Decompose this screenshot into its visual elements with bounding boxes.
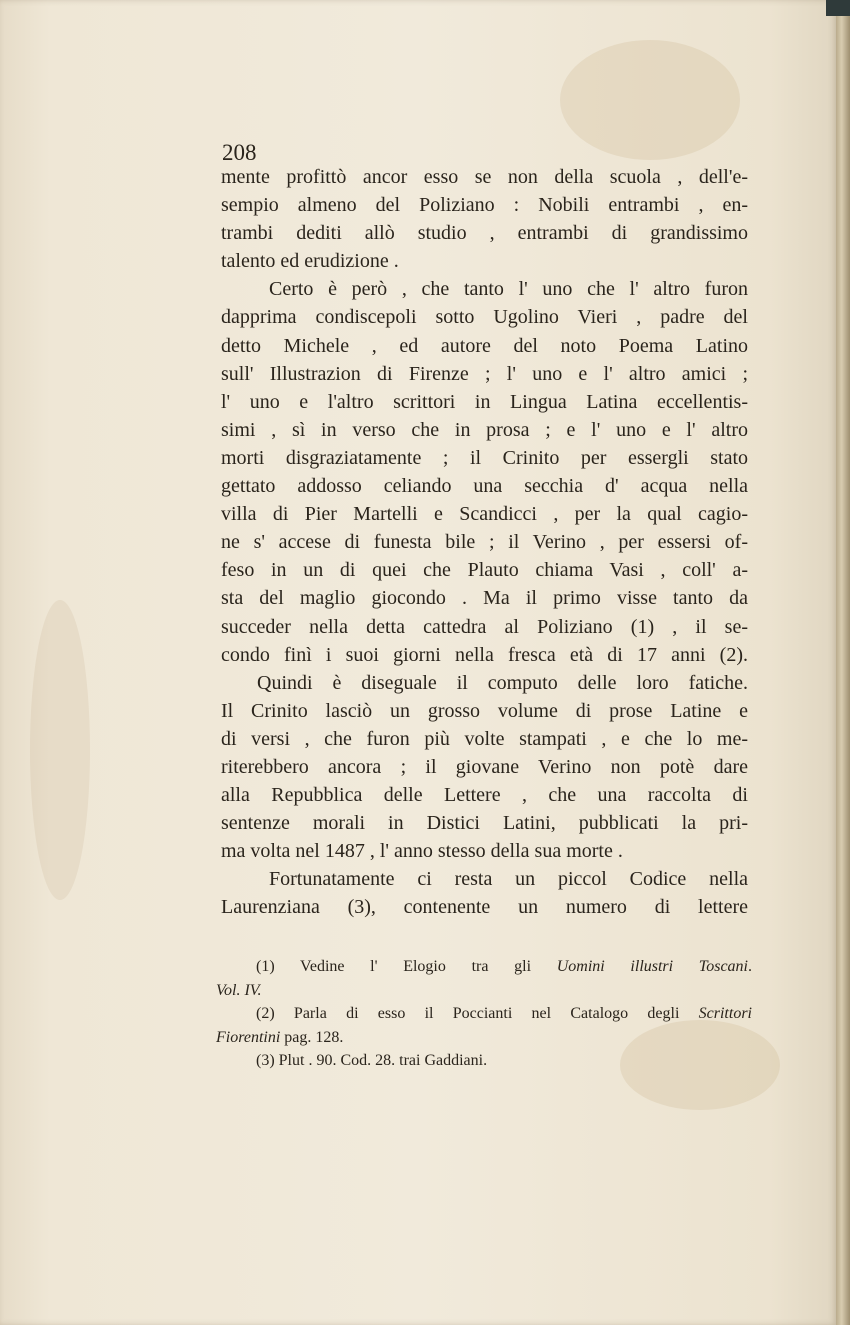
footnote-text: (1) Vedine l' Elogio tra gli — [256, 958, 532, 975]
text-line: simi , sì in verso che in prosa ; e l' uno e l' altro — [221, 418, 748, 441]
page-edge — [836, 0, 850, 1325]
text-line: Certo è però , che tanto l' uno che l' altro furon — [269, 278, 748, 301]
text-line: riterebbero ancora ; il giovane Verino non potè dare — [221, 755, 748, 778]
text-line: sull' Illustrazion di Firenze ; l' uno e l' altro amici ; — [221, 362, 748, 385]
text-line: feso in un di quei che Plauto chiama Vasi , coll' a- — [221, 559, 748, 582]
footnote-1-cont — [216, 979, 752, 1003]
text-line: di versi , che furon più volte stampati , e che lo me- — [221, 727, 748, 750]
text-line: Quindi è diseguale il computo delle loro fatiche. — [257, 671, 748, 694]
text-line: condo finì i suoi giorni nella fresca età di 17 anni (2). — [221, 643, 748, 666]
paper-stain — [30, 600, 90, 900]
text-line: ma volta nel 1487 , l' anno stesso della sua morte . — [221, 840, 623, 863]
footnote-italic: Uomini illustri Toscani — [556, 958, 749, 975]
footnote-italic: Vol. IV. — [216, 981, 262, 999]
footnote-2 — [216, 1002, 752, 1026]
text-line: detto Michele , ed autore del noto Poema Latino — [221, 334, 748, 357]
text-line: sentenze morali in Distici Latini, pubblicati la pri- — [221, 812, 748, 835]
text-line: dapprima condiscepoli sotto Ugolino Vieri , padre del — [221, 306, 748, 329]
cover-corner — [826, 0, 850, 16]
footnote-3: (3) Plut . 90. Cod. 28. trai Gaddiani. — [256, 1052, 488, 1069]
text-line: ne s' accese di funesta bile ; il Verino , per essersi of- — [221, 531, 748, 554]
footnote-2-cont — [216, 1026, 752, 1050]
text-line: Laurenziana (3), contenente un numero di lettere — [221, 896, 748, 919]
footnote-text: (2) Parla di esso il Poccianti nel Catalogo degli — [256, 1005, 680, 1022]
text-line: trambi dediti allò studio , entrambi di grandissimo — [221, 222, 748, 245]
text-line: talento ed erudizione . — [221, 250, 399, 273]
footnote-text: pag. 128. — [284, 1028, 344, 1046]
page-number: 208 — [222, 140, 257, 165]
text-line: sta del maglio giocondo . Ma il primo visse tanto da — [221, 587, 748, 610]
footnote-italic: Fiorentini — [216, 1028, 281, 1046]
footnote-1 — [216, 955, 752, 979]
paper-stain — [560, 40, 740, 160]
text-line: sempio almeno del Poliziano : Nobili entrambi , en- — [221, 194, 748, 217]
body-text — [221, 163, 748, 922]
text-line: succeder nella detta cattedra al Poliziano (1) , il se- — [221, 615, 748, 638]
footnote-text: . — [748, 958, 753, 975]
text-line: morti disgraziatamente ; il Crinito per essergli stato — [221, 446, 748, 469]
text-line: villa di Pier Martelli e Scandicci , per la qual cagio- — [221, 503, 748, 526]
text-line: l' uno e l'altro scrittori in Lingua Latina eccellentis- — [221, 390, 748, 413]
text-line: Il Crinito lasciò un grosso volume di prose Latine e — [221, 699, 748, 722]
footnotes — [216, 955, 752, 1073]
text-line: gettato addosso celiando una secchia d' acqua nella — [221, 475, 748, 498]
text-line: alla Repubblica delle Lettere , che una raccolta di — [221, 784, 748, 807]
footnote-italic: Scrittori — [698, 1005, 752, 1022]
text-line: Fortunatamente ci resta un piccol Codice nella — [269, 868, 748, 891]
text-line: mente profittò ancor esso se non della scuola , dell'e- — [221, 166, 748, 188]
